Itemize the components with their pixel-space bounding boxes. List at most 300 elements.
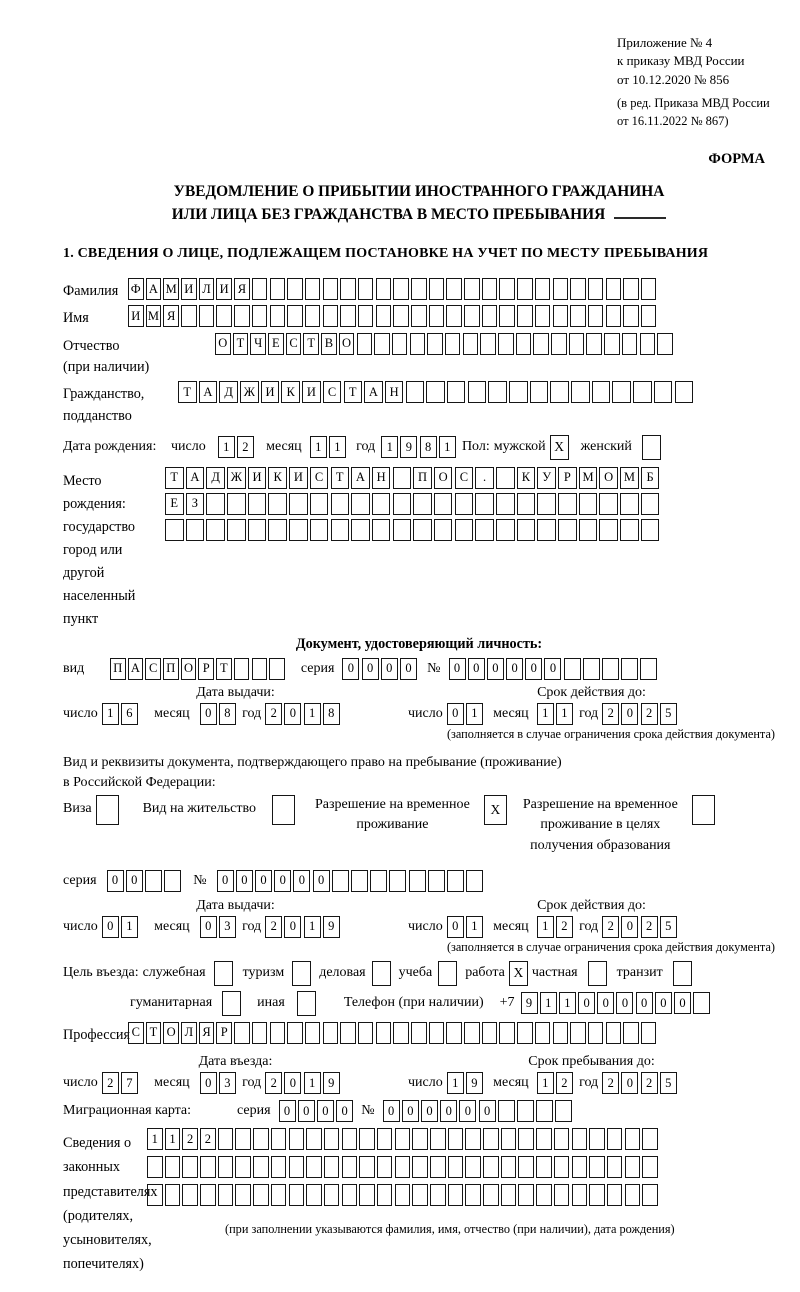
char-cell[interactable]: 0 <box>440 1100 457 1122</box>
char-cell[interactable]: 2 <box>641 703 658 725</box>
char-cell[interactable]: 7 <box>121 1072 138 1094</box>
char-cell[interactable] <box>359 1128 375 1150</box>
char-cell[interactable]: Я <box>234 278 250 300</box>
char-cell[interactable] <box>340 278 356 300</box>
char-cell[interactable] <box>413 519 432 541</box>
char-cell[interactable]: 0 <box>479 1100 496 1122</box>
char-cell[interactable] <box>501 1184 517 1206</box>
char-cell[interactable] <box>641 278 657 300</box>
char-cell[interactable]: 1 <box>556 703 573 725</box>
char-cell[interactable] <box>310 519 329 541</box>
char-cell[interactable]: 2 <box>556 1072 573 1094</box>
char-cell[interactable] <box>165 1184 181 1206</box>
char-cell[interactable] <box>447 381 466 403</box>
char-cell[interactable]: А <box>128 658 144 680</box>
char-cell[interactable] <box>448 1184 464 1206</box>
char-cell[interactable] <box>455 493 474 515</box>
char-cell[interactable]: П <box>413 467 432 489</box>
char-cell[interactable] <box>395 1156 411 1178</box>
char-cell[interactable] <box>393 278 409 300</box>
char-cell[interactable] <box>536 1184 552 1206</box>
char-cell[interactable] <box>331 519 350 541</box>
char-cell[interactable] <box>570 305 586 327</box>
char-cell[interactable] <box>602 658 619 680</box>
char-cell[interactable]: 2 <box>237 436 254 458</box>
char-cell[interactable]: 2 <box>641 916 658 938</box>
char-cell[interactable] <box>498 1100 515 1122</box>
char-cell[interactable]: 1 <box>447 1072 464 1094</box>
char-cell[interactable] <box>466 870 483 892</box>
char-cell[interactable]: . <box>475 467 494 489</box>
char-cell[interactable] <box>289 493 308 515</box>
char-cell[interactable]: 2 <box>602 703 619 725</box>
char-cell[interactable]: М <box>163 278 179 300</box>
purpose-private-checkbox[interactable] <box>588 961 607 986</box>
char-cell[interactable]: 0 <box>200 1072 217 1094</box>
char-cell[interactable] <box>324 1128 340 1150</box>
char-cell[interactable] <box>554 1184 570 1206</box>
char-cell[interactable] <box>206 519 225 541</box>
purpose-other-checkbox[interactable] <box>297 991 316 1016</box>
char-cell[interactable] <box>623 305 639 327</box>
char-cell[interactable] <box>164 870 181 892</box>
char-cell[interactable] <box>642 1184 658 1206</box>
char-cell[interactable] <box>430 1128 446 1150</box>
char-cell[interactable]: 2 <box>102 1072 119 1094</box>
char-cell[interactable] <box>253 1156 269 1178</box>
char-cell[interactable] <box>206 493 225 515</box>
char-cell[interactable] <box>393 1022 409 1044</box>
char-cell[interactable]: А <box>186 467 205 489</box>
char-cell[interactable] <box>181 305 197 327</box>
char-cell[interactable] <box>358 278 374 300</box>
char-cell[interactable]: 0 <box>578 992 595 1014</box>
purpose-tourism-checkbox[interactable] <box>292 961 311 986</box>
char-cell[interactable] <box>483 1184 499 1206</box>
char-cell[interactable] <box>342 1156 358 1178</box>
char-cell[interactable] <box>253 1128 269 1150</box>
residence-permit-checkbox[interactable] <box>272 795 295 825</box>
char-cell[interactable]: О <box>181 658 197 680</box>
char-cell[interactable] <box>305 278 321 300</box>
char-cell[interactable]: А <box>364 381 383 403</box>
char-cell[interactable] <box>465 1128 481 1150</box>
char-cell[interactable] <box>640 333 656 355</box>
char-cell[interactable]: 2 <box>602 1072 619 1094</box>
char-cell[interactable] <box>218 1156 234 1178</box>
char-cell[interactable]: К <box>281 381 300 403</box>
char-cell[interactable] <box>358 1022 374 1044</box>
char-cell[interactable] <box>270 1022 286 1044</box>
char-cell[interactable] <box>358 305 374 327</box>
char-cell[interactable] <box>271 1156 287 1178</box>
char-cell[interactable]: И <box>216 278 232 300</box>
char-cell[interactable]: К <box>517 467 536 489</box>
char-cell[interactable]: Ж <box>240 381 259 403</box>
char-cell[interactable] <box>535 1022 551 1044</box>
char-cell[interactable] <box>218 1128 234 1150</box>
char-cell[interactable]: 0 <box>447 916 464 938</box>
char-cell[interactable]: О <box>339 333 355 355</box>
char-cell[interactable] <box>370 870 387 892</box>
char-cell[interactable] <box>446 278 462 300</box>
char-cell[interactable] <box>306 1128 322 1150</box>
char-cell[interactable] <box>518 1184 534 1206</box>
char-cell[interactable] <box>412 1128 428 1150</box>
char-cell[interactable]: 1 <box>329 436 346 458</box>
char-cell[interactable] <box>289 1128 305 1150</box>
gender-female-checkbox[interactable] <box>642 435 661 460</box>
char-cell[interactable] <box>607 1128 623 1150</box>
char-cell[interactable] <box>412 1156 428 1178</box>
char-cell[interactable]: И <box>261 381 280 403</box>
char-cell[interactable] <box>607 1184 623 1206</box>
char-cell[interactable]: И <box>248 467 267 489</box>
char-cell[interactable] <box>393 493 412 515</box>
char-cell[interactable] <box>227 493 246 515</box>
char-cell[interactable] <box>535 278 551 300</box>
char-cell[interactable] <box>235 1128 251 1150</box>
char-cell[interactable] <box>553 278 569 300</box>
char-cell[interactable] <box>641 305 657 327</box>
char-cell[interactable] <box>324 1184 340 1206</box>
char-cell[interactable] <box>499 1022 515 1044</box>
char-cell[interactable] <box>482 305 498 327</box>
char-cell[interactable]: 0 <box>400 658 417 680</box>
char-cell[interactable] <box>464 1022 480 1044</box>
char-cell[interactable] <box>498 333 514 355</box>
char-cell[interactable] <box>248 493 267 515</box>
char-cell[interactable] <box>483 1128 499 1150</box>
char-cell[interactable]: 0 <box>107 870 124 892</box>
char-cell[interactable] <box>426 381 445 403</box>
char-cell[interactable] <box>475 493 494 515</box>
char-cell[interactable] <box>464 278 480 300</box>
char-cell[interactable]: Р <box>198 658 214 680</box>
char-cell[interactable] <box>465 1184 481 1206</box>
char-cell[interactable] <box>377 1128 393 1150</box>
char-cell[interactable] <box>570 278 586 300</box>
char-cell[interactable] <box>517 1022 533 1044</box>
char-cell[interactable] <box>642 1156 658 1178</box>
char-cell[interactable]: 0 <box>636 992 653 1014</box>
char-cell[interactable]: 9 <box>400 436 417 458</box>
char-cell[interactable] <box>612 381 631 403</box>
char-cell[interactable]: 0 <box>544 658 561 680</box>
char-cell[interactable] <box>268 493 287 515</box>
char-cell[interactable] <box>579 519 598 541</box>
char-cell[interactable]: 1 <box>304 703 321 725</box>
purpose-business-checkbox[interactable] <box>372 961 391 986</box>
char-cell[interactable]: Н <box>372 467 391 489</box>
char-cell[interactable] <box>252 658 268 680</box>
char-cell[interactable] <box>517 278 533 300</box>
char-cell[interactable] <box>413 493 432 515</box>
char-cell[interactable] <box>518 1128 534 1150</box>
char-cell[interactable] <box>641 519 660 541</box>
char-cell[interactable]: 1 <box>304 1072 321 1094</box>
char-cell[interactable] <box>463 333 479 355</box>
char-cell[interactable]: Т <box>331 467 350 489</box>
char-cell[interactable] <box>377 1156 393 1178</box>
char-cell[interactable] <box>517 1100 534 1122</box>
char-cell[interactable]: Н <box>385 381 404 403</box>
char-cell[interactable]: Я <box>199 1022 215 1044</box>
char-cell[interactable] <box>533 333 549 355</box>
char-cell[interactable]: И <box>302 381 321 403</box>
char-cell[interactable] <box>554 1128 570 1150</box>
char-cell[interactable]: 1 <box>439 436 456 458</box>
char-cell[interactable] <box>372 493 391 515</box>
char-cell[interactable] <box>465 1156 481 1178</box>
char-cell[interactable] <box>455 519 474 541</box>
char-cell[interactable] <box>641 1022 657 1044</box>
char-cell[interactable] <box>376 278 392 300</box>
char-cell[interactable] <box>657 333 673 355</box>
char-cell[interactable] <box>620 519 639 541</box>
char-cell[interactable]: 8 <box>420 436 437 458</box>
char-cell[interactable]: Т <box>178 381 197 403</box>
char-cell[interactable] <box>392 333 408 355</box>
char-cell[interactable]: 0 <box>284 916 301 938</box>
char-cell[interactable]: 0 <box>468 658 485 680</box>
char-cell[interactable]: Т <box>146 1022 162 1044</box>
char-cell[interactable] <box>234 305 250 327</box>
char-cell[interactable] <box>537 493 556 515</box>
char-cell[interactable] <box>550 381 569 403</box>
char-cell[interactable] <box>395 1128 411 1150</box>
char-cell[interactable]: 9 <box>466 1072 483 1094</box>
char-cell[interactable]: Ч <box>250 333 266 355</box>
char-cell[interactable] <box>530 381 549 403</box>
char-cell[interactable] <box>496 519 515 541</box>
char-cell[interactable]: 0 <box>449 658 466 680</box>
char-cell[interactable]: 0 <box>459 1100 476 1122</box>
char-cell[interactable]: А <box>351 467 370 489</box>
char-cell[interactable] <box>499 305 515 327</box>
char-cell[interactable] <box>410 333 426 355</box>
char-cell[interactable] <box>351 493 370 515</box>
char-cell[interactable]: 5 <box>660 703 677 725</box>
char-cell[interactable] <box>496 467 515 489</box>
char-cell[interactable]: 1 <box>147 1128 163 1150</box>
char-cell[interactable]: 2 <box>265 1072 282 1094</box>
char-cell[interactable] <box>342 1184 358 1206</box>
char-cell[interactable] <box>289 1156 305 1178</box>
char-cell[interactable] <box>409 870 426 892</box>
char-cell[interactable] <box>564 658 581 680</box>
char-cell[interactable] <box>376 305 392 327</box>
char-cell[interactable]: С <box>323 381 342 403</box>
visa-checkbox[interactable] <box>96 795 119 825</box>
char-cell[interactable]: С <box>128 1022 144 1044</box>
char-cell[interactable] <box>693 992 710 1014</box>
char-cell[interactable]: 0 <box>200 916 217 938</box>
char-cell[interactable] <box>570 1022 586 1044</box>
char-cell[interactable]: 0 <box>126 870 143 892</box>
char-cell[interactable]: 5 <box>660 916 677 938</box>
char-cell[interactable]: И <box>289 467 308 489</box>
char-cell[interactable]: 0 <box>506 658 523 680</box>
char-cell[interactable]: 0 <box>674 992 691 1014</box>
char-cell[interactable] <box>430 1156 446 1178</box>
char-cell[interactable]: О <box>163 1022 179 1044</box>
char-cell[interactable] <box>553 305 569 327</box>
char-cell[interactable] <box>675 381 694 403</box>
char-cell[interactable]: Т <box>165 467 184 489</box>
char-cell[interactable] <box>427 333 443 355</box>
temp-residence-checkbox[interactable]: X <box>484 795 507 825</box>
char-cell[interactable] <box>377 1184 393 1206</box>
char-cell[interactable] <box>579 493 598 515</box>
char-cell[interactable]: 0 <box>597 992 614 1014</box>
char-cell[interactable] <box>411 1022 427 1044</box>
char-cell[interactable]: 1 <box>540 992 557 1014</box>
char-cell[interactable]: 0 <box>217 870 234 892</box>
purpose-official-checkbox[interactable] <box>214 961 233 986</box>
char-cell[interactable]: 2 <box>265 916 282 938</box>
char-cell[interactable] <box>588 278 604 300</box>
char-cell[interactable] <box>583 658 600 680</box>
char-cell[interactable] <box>252 278 268 300</box>
char-cell[interactable]: 0 <box>525 658 542 680</box>
char-cell[interactable] <box>200 1184 216 1206</box>
char-cell[interactable]: 2 <box>200 1128 216 1150</box>
char-cell[interactable] <box>482 278 498 300</box>
char-cell[interactable] <box>165 1156 181 1178</box>
char-cell[interactable]: 0 <box>621 916 638 938</box>
char-cell[interactable] <box>305 1022 321 1044</box>
char-cell[interactable]: 0 <box>421 1100 438 1122</box>
char-cell[interactable]: 0 <box>621 703 638 725</box>
char-cell[interactable] <box>604 333 620 355</box>
char-cell[interactable]: 5 <box>660 1072 677 1094</box>
char-cell[interactable] <box>509 381 528 403</box>
char-cell[interactable] <box>571 381 590 403</box>
char-cell[interactable]: 0 <box>313 870 330 892</box>
char-cell[interactable] <box>569 333 585 355</box>
char-cell[interactable] <box>501 1128 517 1150</box>
char-cell[interactable] <box>517 519 536 541</box>
char-cell[interactable] <box>625 1184 641 1206</box>
char-cell[interactable]: 1 <box>102 703 119 725</box>
char-cell[interactable]: 3 <box>219 916 236 938</box>
char-cell[interactable] <box>269 658 285 680</box>
char-cell[interactable] <box>271 1128 287 1150</box>
char-cell[interactable] <box>393 519 412 541</box>
char-cell[interactable] <box>572 1156 588 1178</box>
char-cell[interactable]: 1 <box>466 916 483 938</box>
char-cell[interactable] <box>623 278 639 300</box>
char-cell[interactable] <box>589 1128 605 1150</box>
char-cell[interactable] <box>448 1156 464 1178</box>
char-cell[interactable]: 1 <box>121 916 138 938</box>
char-cell[interactable] <box>147 1184 163 1206</box>
char-cell[interactable] <box>287 278 303 300</box>
char-cell[interactable] <box>623 1022 639 1044</box>
char-cell[interactable]: Р <box>216 1022 232 1044</box>
char-cell[interactable] <box>480 333 496 355</box>
char-cell[interactable]: 3 <box>219 1072 236 1094</box>
char-cell[interactable]: 0 <box>255 870 272 892</box>
char-cell[interactable]: К <box>268 467 287 489</box>
char-cell[interactable] <box>446 305 462 327</box>
char-cell[interactable]: 1 <box>537 916 554 938</box>
char-cell[interactable]: Б <box>641 467 660 489</box>
char-cell[interactable] <box>641 493 660 515</box>
char-cell[interactable] <box>411 278 427 300</box>
char-cell[interactable] <box>248 519 267 541</box>
char-cell[interactable]: 0 <box>298 1100 315 1122</box>
char-cell[interactable] <box>654 381 673 403</box>
char-cell[interactable] <box>340 1022 356 1044</box>
char-cell[interactable] <box>305 305 321 327</box>
char-cell[interactable] <box>555 1100 572 1122</box>
char-cell[interactable] <box>216 305 232 327</box>
char-cell[interactable]: С <box>286 333 302 355</box>
char-cell[interactable] <box>147 1156 163 1178</box>
char-cell[interactable] <box>393 305 409 327</box>
char-cell[interactable] <box>287 305 303 327</box>
char-cell[interactable]: 0 <box>317 1100 334 1122</box>
char-cell[interactable]: У <box>537 467 556 489</box>
char-cell[interactable]: 0 <box>284 703 301 725</box>
char-cell[interactable] <box>468 381 487 403</box>
purpose-work-checkbox[interactable]: X <box>509 961 528 986</box>
char-cell[interactable]: 1 <box>218 436 235 458</box>
char-cell[interactable] <box>429 1022 445 1044</box>
char-cell[interactable]: Я <box>163 305 179 327</box>
char-cell[interactable] <box>199 305 215 327</box>
char-cell[interactable]: 0 <box>381 658 398 680</box>
char-cell[interactable] <box>372 519 391 541</box>
char-cell[interactable] <box>535 305 551 327</box>
char-cell[interactable] <box>376 1022 392 1044</box>
char-cell[interactable]: 9 <box>521 992 538 1014</box>
char-cell[interactable]: С <box>455 467 474 489</box>
char-cell[interactable] <box>553 1022 569 1044</box>
char-cell[interactable]: 0 <box>447 703 464 725</box>
char-cell[interactable]: 1 <box>466 703 483 725</box>
char-cell[interactable] <box>227 519 246 541</box>
char-cell[interactable]: 0 <box>293 870 310 892</box>
char-cell[interactable] <box>340 305 356 327</box>
char-cell[interactable] <box>536 1156 552 1178</box>
char-cell[interactable]: Д <box>206 467 225 489</box>
char-cell[interactable] <box>429 278 445 300</box>
char-cell[interactable]: 1 <box>537 703 554 725</box>
purpose-humanitarian-checkbox[interactable] <box>222 991 241 1016</box>
char-cell[interactable]: 2 <box>182 1128 198 1150</box>
char-cell[interactable] <box>182 1184 198 1206</box>
char-cell[interactable] <box>200 1156 216 1178</box>
char-cell[interactable] <box>620 493 639 515</box>
purpose-study-checkbox[interactable] <box>438 961 457 986</box>
char-cell[interactable]: А <box>199 381 218 403</box>
char-cell[interactable]: Л <box>181 1022 197 1044</box>
char-cell[interactable]: Т <box>344 381 363 403</box>
char-cell[interactable] <box>572 1128 588 1150</box>
char-cell[interactable] <box>411 305 427 327</box>
char-cell[interactable] <box>252 1022 268 1044</box>
char-cell[interactable] <box>165 519 184 541</box>
char-cell[interactable] <box>289 519 308 541</box>
char-cell[interactable] <box>310 493 329 515</box>
char-cell[interactable]: 8 <box>323 703 340 725</box>
char-cell[interactable]: 6 <box>121 703 138 725</box>
char-cell[interactable] <box>621 658 638 680</box>
char-cell[interactable] <box>554 1156 570 1178</box>
